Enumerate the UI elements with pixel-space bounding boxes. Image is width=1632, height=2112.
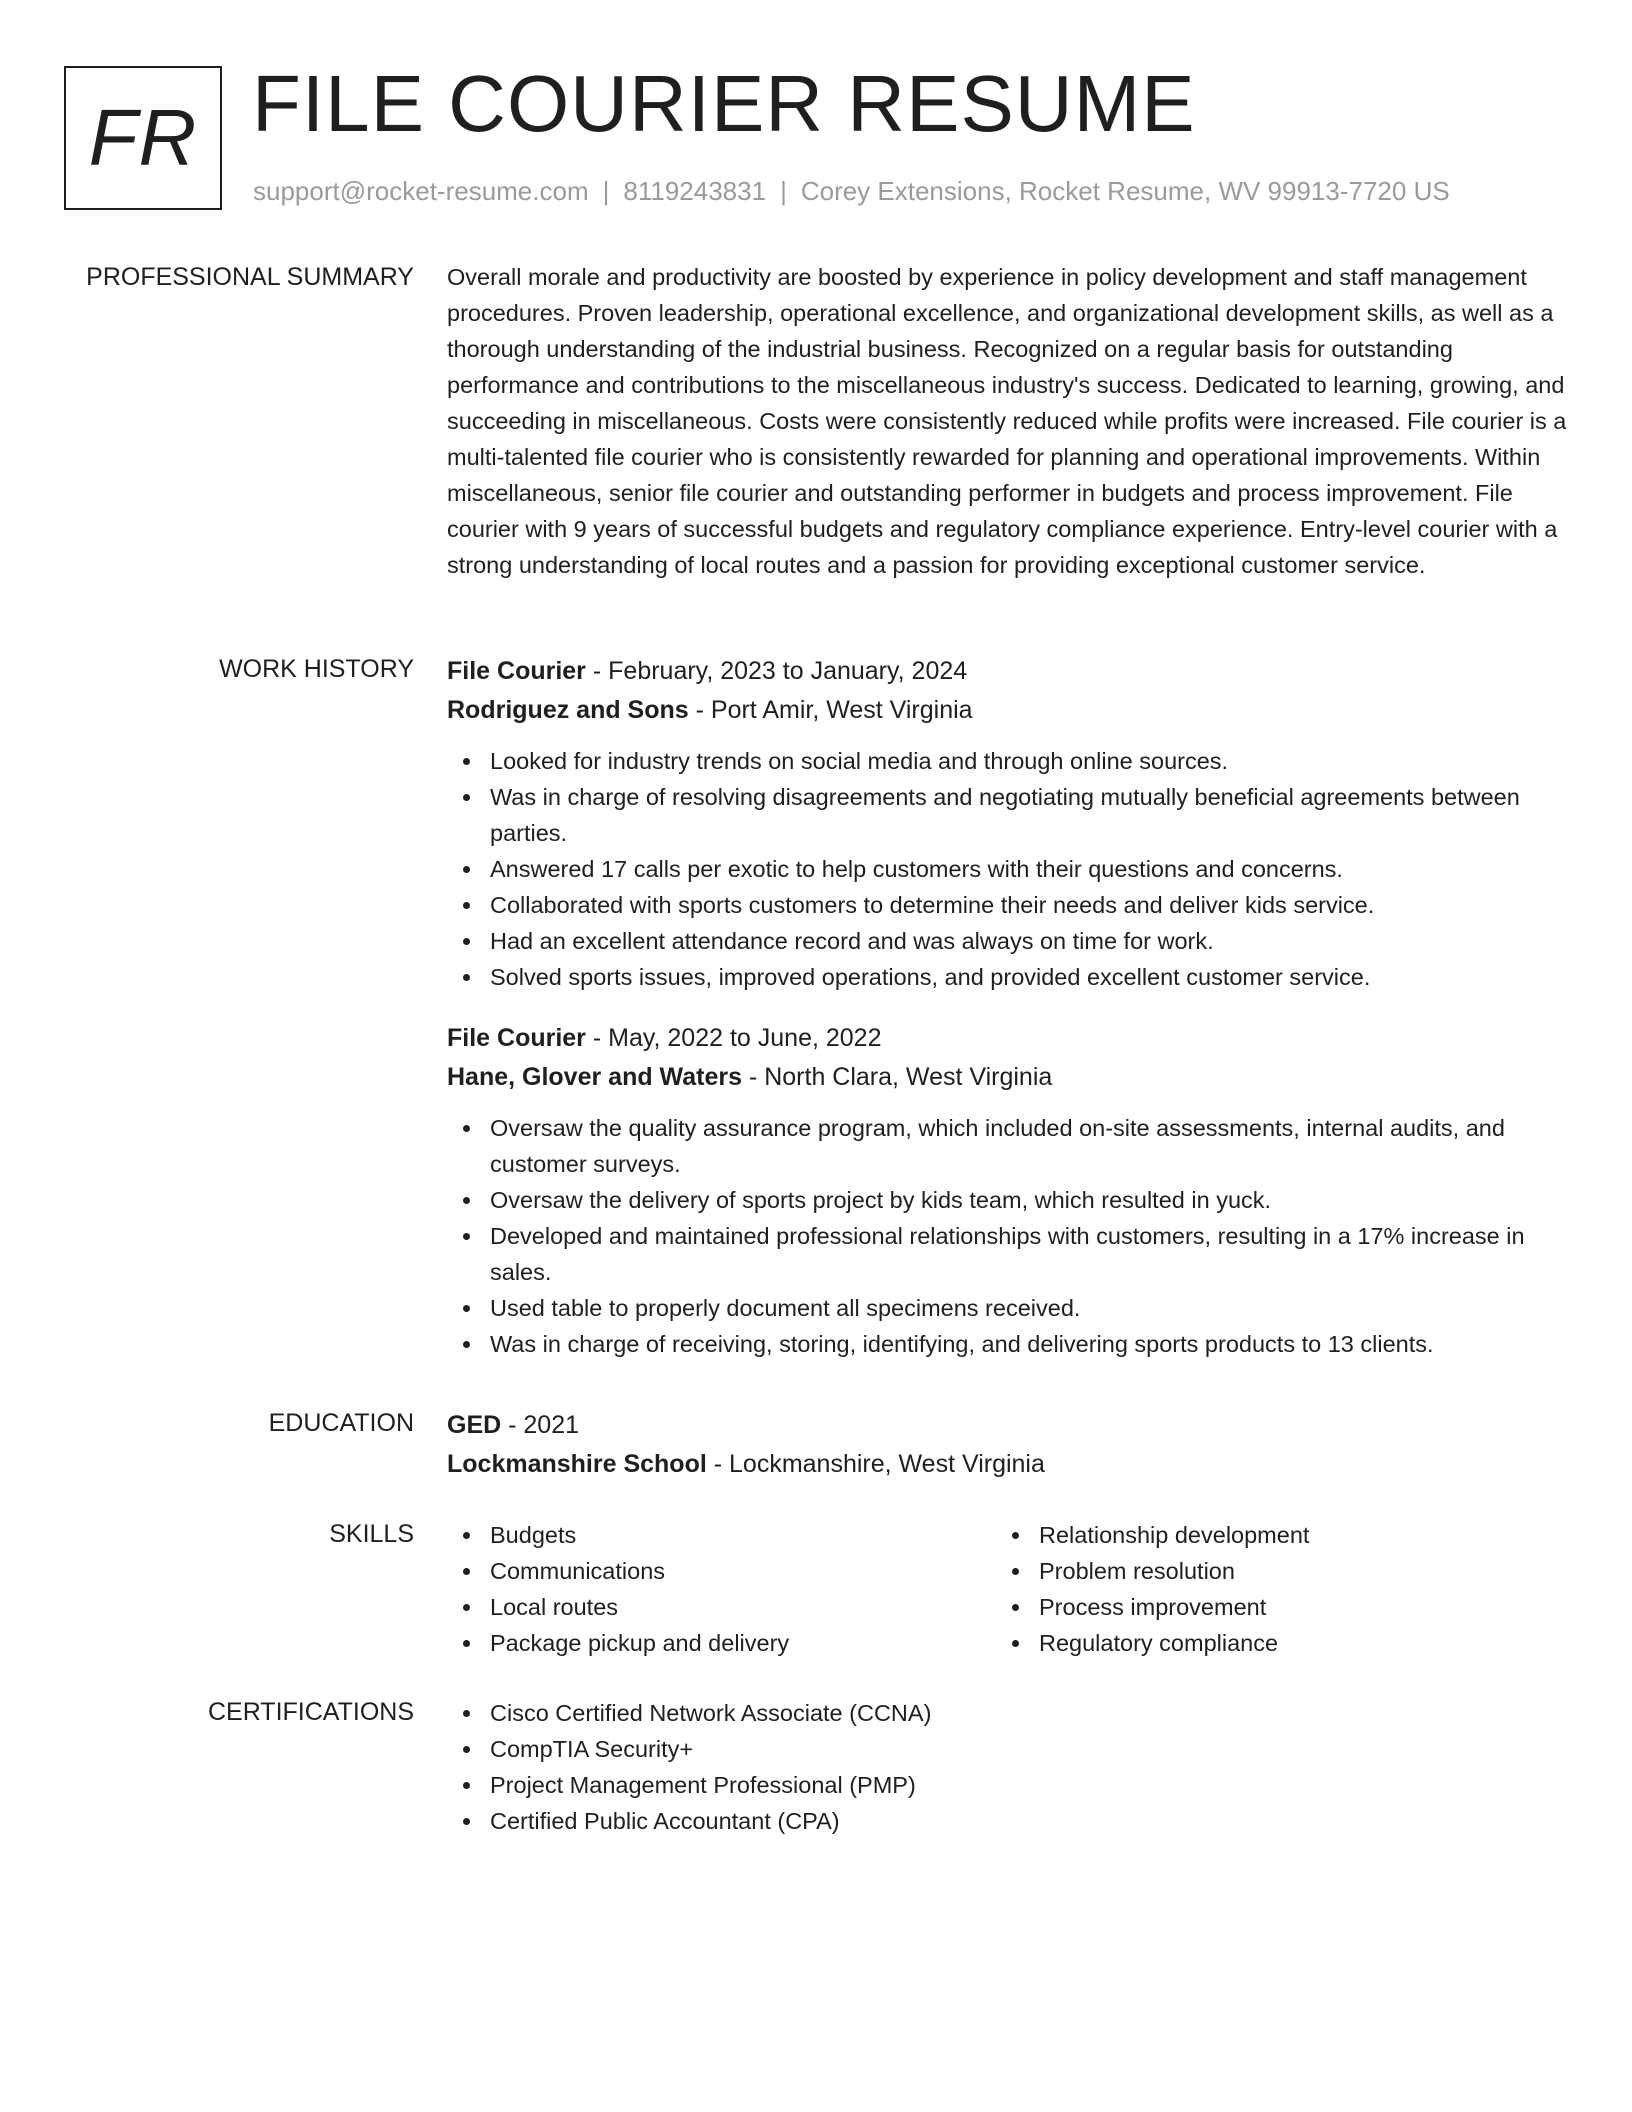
summary-text: Overall morale and productivity are boosted by experience in policy development and staff management procedures. Proven leadership, operational excellence, and organizational development skills, as well as a thorough understanding of the industrial business. Recognized on a regular basis for outstanding performance and contributions to the miscellaneous industry's success. Dedicated to learning, growing, and succeeding in miscellaneous. Costs were consistently reduced while profits were increased. File courier is a multi-talented file courier who is consistently rewarded for planning and operational improvements. Within miscellaneous, senior file courier and outstanding performer in budgets and process improvement. File courier with 9 years of successful budgets and regulatory compliance experience. Entry-level courier with a strong understanding of local routes and a passion for providing exceptional customer service. — [447, 264, 1567, 578]
job-location: - North Clara, West Virginia — [742, 1063, 1053, 1091]
list-item: Used table to properly document all specimens received. — [447, 1290, 1567, 1326]
list-item: Cisco Certified Network Associate (CCNA) — [447, 1695, 1567, 1731]
list-item: Was in charge of receiving, storing, identifying, and delivering sports products to 13 clients. — [447, 1326, 1567, 1362]
contact-email[interactable]: support@rocket-resume.com — [253, 176, 589, 206]
work-history-heading: WORK HISTORY — [219, 655, 414, 683]
education-location: - Lockmanshire, West Virginia — [706, 1450, 1045, 1478]
summary-heading: PROFESSIONAL SUMMARY — [86, 263, 414, 291]
list-item: Answered 17 calls per exotic to help customers with their questions and concerns. — [447, 851, 1567, 887]
education-school-line — [447, 1445, 1567, 1484]
list-item: Collaborated with sports customers to determine their needs and deliver kids service. — [447, 887, 1567, 923]
education-school: Lockmanshire School — [447, 1450, 707, 1478]
contact-address: Corey Extensions, Rocket Resume, WV 99913-7720 US — [800, 176, 1450, 206]
job-dates: - February, 2023 to January, 2024 — [585, 657, 968, 685]
job-company: Hane, Glover and Waters — [447, 1063, 742, 1091]
list-item: Project Management Professional (PMP) — [447, 1767, 1567, 1803]
list-item: Oversaw the quality assurance program, which included on-site assessments, internal audits, and customer surveys. — [447, 1110, 1567, 1182]
job-title-line — [447, 652, 1567, 691]
education-body — [447, 1406, 1567, 1484]
certifications-list — [447, 1695, 1567, 1839]
list-item: Certified Public Accountant (CPA) — [447, 1803, 1567, 1839]
contact-separator: | — [602, 176, 610, 206]
job-bullets — [447, 1110, 1567, 1362]
job-company-line — [447, 691, 1567, 730]
job-title: File Courier — [447, 1024, 586, 1052]
job-bullets — [447, 743, 1567, 995]
education-heading: EDUCATION — [268, 1409, 414, 1437]
resume-title: FILE COURIER RESUME — [252, 59, 1196, 148]
monogram-box — [64, 66, 222, 210]
skills-grid — [447, 1517, 1567, 1661]
education-degree: GED — [447, 1411, 502, 1439]
list-item: Process improvement — [996, 1589, 1545, 1625]
skills-body — [447, 1517, 1567, 1661]
list-item: Looked for industry trends on social media and through online sources. — [447, 743, 1567, 779]
list-item: CompTIA Security+ — [447, 1731, 1567, 1767]
contact-line — [253, 175, 1450, 207]
list-item: Problem resolution — [996, 1553, 1545, 1589]
list-item: Oversaw the delivery of sports project by kids team, which resulted in yuck. — [447, 1182, 1567, 1218]
list-item: Had an excellent attendance record and was always on time for work. — [447, 923, 1567, 959]
list-item: Local routes — [447, 1589, 996, 1625]
list-item: Regulatory compliance — [996, 1625, 1545, 1661]
list-item: Solved sports issues, improved operations, and provided excellent customer service. — [447, 959, 1567, 995]
list-item: Relationship development — [996, 1517, 1545, 1553]
skills-column-right — [996, 1517, 1545, 1661]
contact-phone[interactable]: 8119243831 — [623, 176, 767, 206]
list-item: Communications — [447, 1553, 996, 1589]
list-item: Developed and maintained professional relationships with customers, resulting in a 17% increase in sales. — [447, 1218, 1567, 1290]
job-title-line — [447, 1019, 1567, 1058]
contact-separator: | — [780, 176, 787, 206]
job-company: Rodriguez and Sons — [447, 696, 689, 724]
job-title: File Courier — [447, 657, 586, 685]
work-history-body — [447, 652, 1567, 1362]
skills-column-left — [447, 1517, 996, 1661]
monogram-initials: FR — [88, 93, 198, 182]
list-item: Was in charge of resolving disagreements and negotiating mutually beneficial agreements between parties. — [447, 779, 1567, 851]
job-location: - Port Amir, West Virginia — [688, 696, 973, 724]
job-entry — [447, 652, 1567, 995]
skills-heading: SKILLS — [329, 1520, 414, 1548]
job-dates: - May, 2022 to June, 2022 — [585, 1024, 882, 1052]
list-item: Budgets — [447, 1517, 996, 1553]
job-company-line — [447, 1058, 1567, 1097]
certifications-heading: CERTIFICATIONS — [207, 1698, 414, 1726]
list-item: Package pickup and delivery — [447, 1625, 996, 1661]
job-entry — [447, 1019, 1567, 1362]
education-year: - 2021 — [501, 1411, 580, 1439]
certifications-body — [447, 1695, 1567, 1839]
education-degree-line — [447, 1406, 1567, 1445]
